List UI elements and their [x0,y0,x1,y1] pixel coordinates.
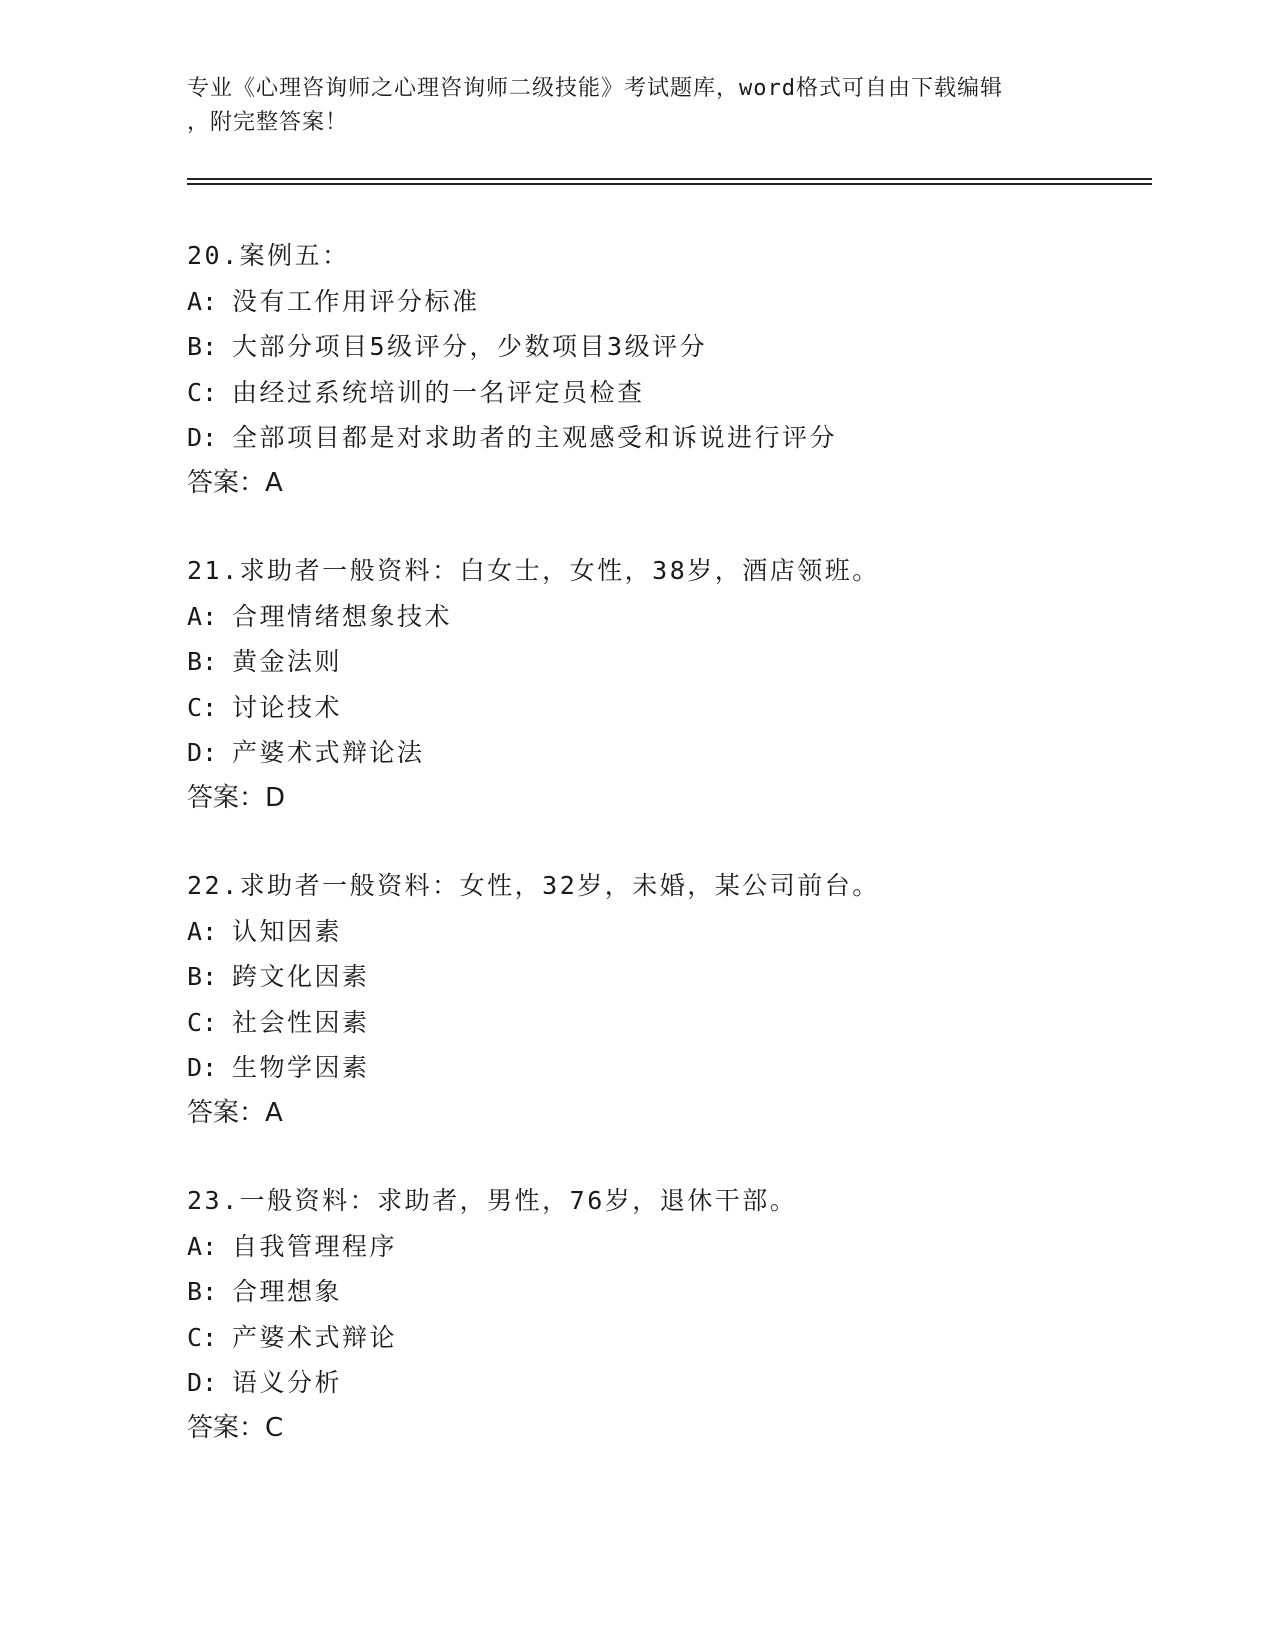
option-b [187,324,1137,370]
option-letter: D: [187,423,218,452]
option-letter: D: [187,1368,218,1397]
option-text: 生物学因素 [232,1053,370,1082]
answer-line: 答案：A [187,467,283,498]
question-block [187,233,1137,506]
option-d [187,415,1137,461]
question-title: 20.案例五： [187,241,350,270]
option-a [187,1224,1137,1270]
option-text: 由经过系统培训的一名评定员检查 [232,377,645,407]
option-c [187,1315,1137,1361]
option-d [187,730,1137,776]
option-letter: A: [187,916,218,946]
header-divider-bottom [187,183,1152,185]
question-block [187,548,1137,821]
option-a [187,279,1137,325]
option-text: 跨文化因素 [232,962,370,991]
option-letter: B: [187,332,218,361]
option-text: 全部项目都是对求助者的主观感受和诉说进行评分 [232,423,838,452]
option-letter: C: [187,377,218,407]
option-letter: C: [187,1007,218,1037]
option-a [187,594,1137,640]
question-title: 22.求助者一般资料：女性，32岁，未婚，某公司前台。 [187,871,880,900]
option-b [187,1269,1137,1315]
option-text: 认知因素 [232,916,343,946]
answer-line: 答案：A [187,1097,283,1128]
option-c [187,370,1137,416]
option-letter: A: [187,286,218,316]
option-text: 自我管理程序 [232,1231,398,1261]
option-text: 讨论技术 [232,692,343,722]
answer-line: 答案：C [187,1412,284,1443]
option-a [187,909,1137,955]
option-c [187,1000,1137,1046]
option-text: 合理情绪想象技术 [232,601,453,631]
option-text: 产婆术式辩论 [232,1322,398,1352]
question-block [187,863,1137,1136]
question-block [187,1178,1137,1451]
option-d [187,1360,1137,1406]
option-text: 社会性因素 [232,1007,370,1037]
option-letter: D: [187,1053,218,1082]
option-letter: D: [187,738,218,767]
option-letter: B: [187,1277,218,1306]
option-b [187,954,1137,1000]
option-text: 大部分项目5级评分，少数项目3级评分 [232,332,708,361]
option-c [187,685,1137,731]
header-line-1: 专业《心理咨询师之心理咨询师二级技能》考试题库，word格式可自由下载编辑 [187,76,1003,101]
option-text: 语义分析 [232,1368,343,1397]
option-letter: C: [187,692,218,722]
option-letter: C: [187,1322,218,1352]
question-title: 21.求助者一般资料：白女士，女性，38岁，酒店领班。 [187,556,880,585]
option-letter: A: [187,1231,218,1261]
option-letter: A: [187,601,218,631]
option-text: 产婆术式辩论法 [232,738,425,767]
option-text: 黄金法则 [232,647,343,676]
option-text: 没有工作用评分标准 [232,286,480,316]
option-text: 合理想象 [232,1277,343,1306]
header-divider-top [187,178,1152,180]
header-line-2: ，附完整答案！ [187,110,349,135]
document-header [187,72,1077,140]
option-d [187,1045,1137,1091]
answer-line: 答案：D [187,782,286,813]
question-title: 23.一般资料：求助者，男性，76岁，退休干部。 [187,1186,798,1215]
option-b [187,639,1137,685]
option-letter: B: [187,962,218,991]
option-letter: B: [187,647,218,676]
